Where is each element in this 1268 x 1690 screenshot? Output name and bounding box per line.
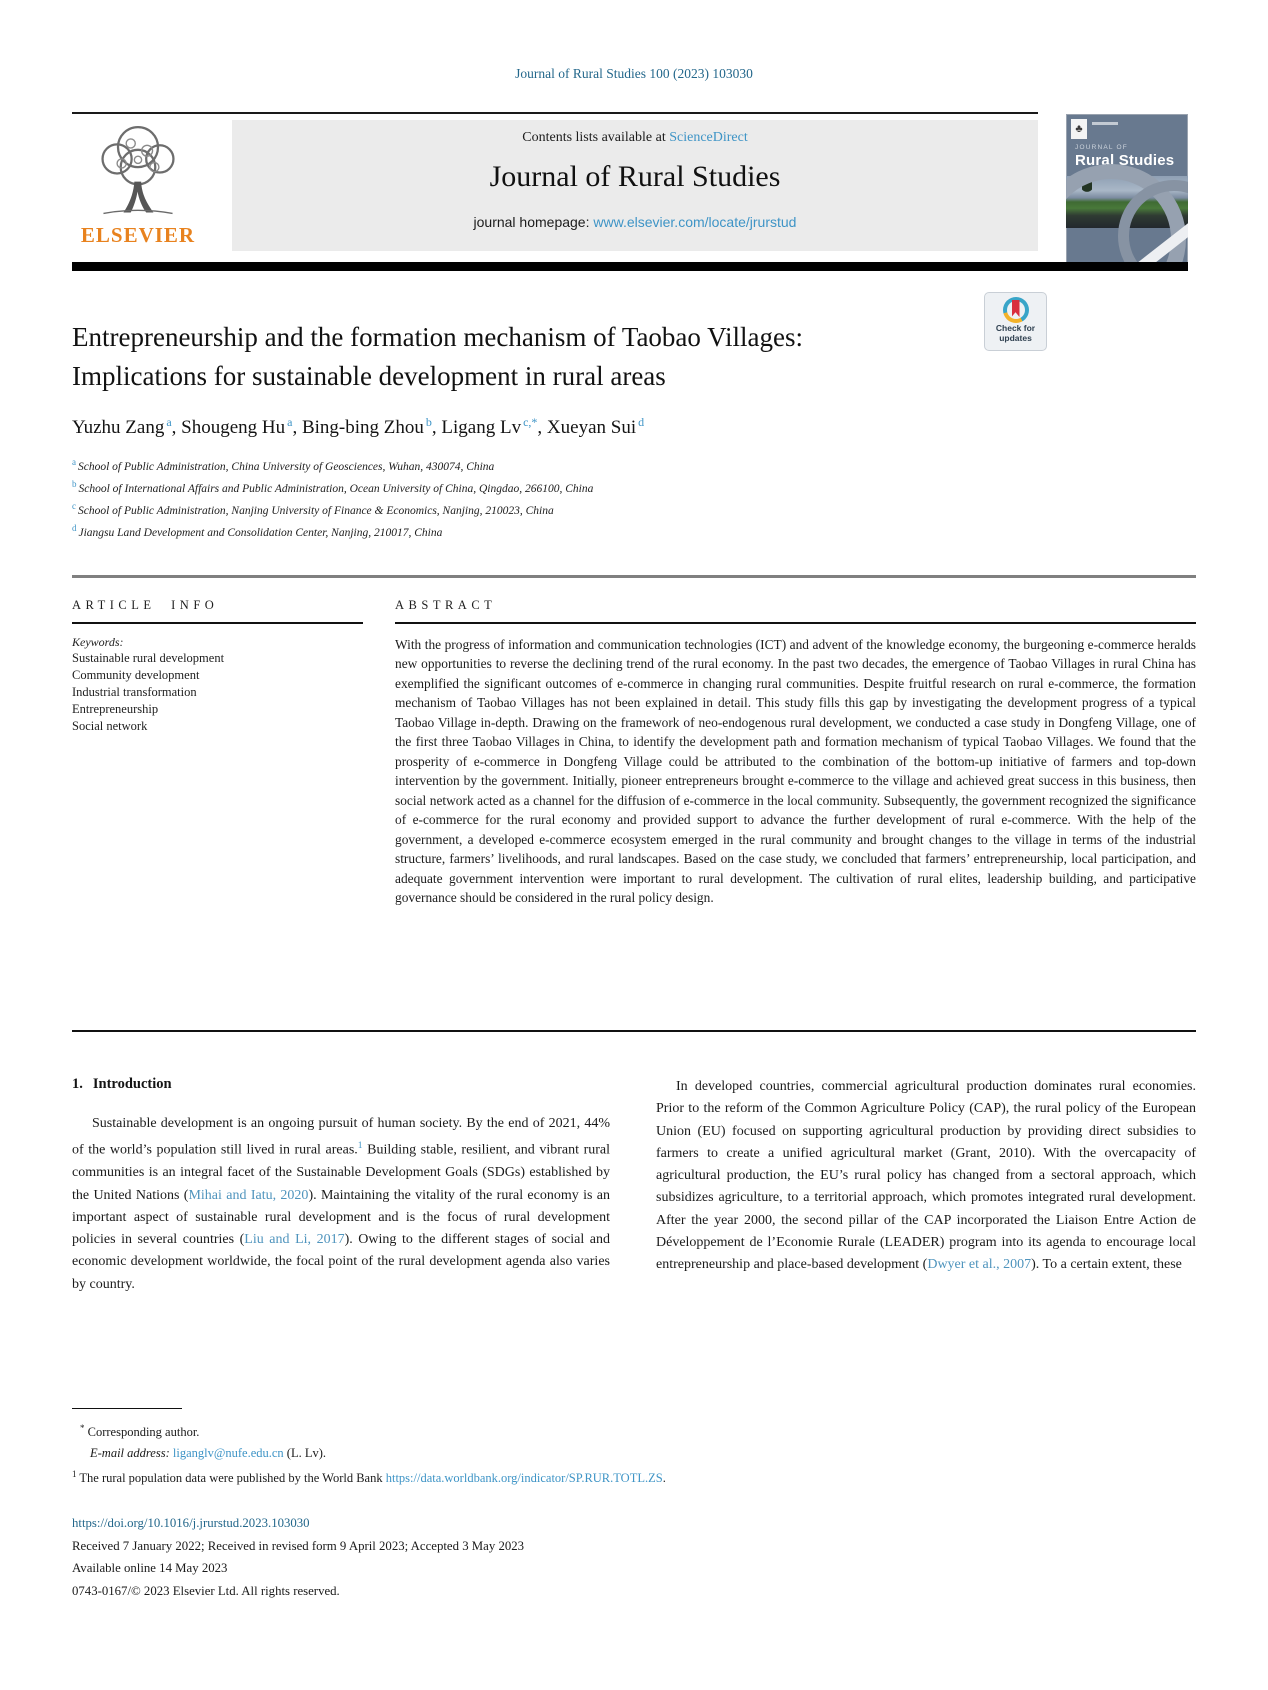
email-note — [72, 1443, 872, 1464]
check-for-updates-label-line1: Check for — [995, 323, 1036, 333]
abstract-bottom-rule — [72, 1030, 1196, 1032]
introduction-heading — [72, 1076, 610, 1093]
author-name: Bing-bing Zhou — [301, 417, 424, 439]
keyword: Industrial transformation — [72, 684, 197, 699]
email-link[interactable]: liganglv@nufe.edu.cn — [172, 1446, 284, 1461]
email-label: E-mail address: — [90, 1446, 173, 1461]
journal-banner — [232, 120, 1038, 251]
paragraph-text: ). Maintaining the vitality of the rural economy is an important aspect of sustainable rural development and is the focus of rural development policies in several countries ( — [72, 1187, 610, 1248]
affiliation-text: School of Public Administration, Nanjing University of Finance & Economics, Nanjing, 210023, China — [78, 504, 554, 517]
cover-decoration — [1092, 122, 1118, 125]
masthead — [72, 118, 1196, 268]
introduction-section — [72, 1076, 1196, 1376]
affiliation-list — [72, 454, 1196, 541]
author-affiliation-mark: c,* — [523, 415, 538, 429]
article-info-rule — [72, 622, 363, 624]
homepage-link[interactable]: www.elsevier.com/locate/jrurstud — [593, 214, 797, 230]
abstract-column — [395, 598, 1196, 908]
paragraph-text: ). To a certain extent, these — [1031, 1257, 1182, 1273]
check-for-updates-badge[interactable] — [984, 292, 1047, 351]
title-block — [72, 318, 1196, 542]
affiliation — [72, 520, 1196, 542]
masthead-top-rule — [72, 112, 1038, 114]
author-affiliation-mark: a — [166, 415, 172, 429]
footnote-block — [72, 1408, 872, 1489]
info-abstract-section — [72, 598, 1196, 1018]
article-title-line1: Entrepreneurship and the formation mechanism of Taobao Villages: — [72, 322, 804, 352]
elsevier-tree-icon — [82, 118, 194, 218]
author-affiliation-mark: a — [287, 415, 293, 429]
author — [547, 417, 644, 438]
homepage-label: journal homepage: — [473, 214, 594, 230]
homepage-line — [232, 214, 1038, 230]
footnote-1-text: The rural population data were published by the World Bank — [76, 1471, 386, 1486]
author-affiliation-mark: b — [425, 415, 432, 429]
doi-link[interactable]: https://doi.org/10.1016/j.jrurstud.2023.103030 — [72, 1516, 310, 1530]
citation-link-mihai-iatu-2020[interactable]: Mihai and Iatu, 2020 — [188, 1187, 309, 1203]
paragraph-text: Sustainable development is an ongoing pursuit of human society. By the end of 2021, 44% of the world’s population still lived in rural areas. — [72, 1116, 610, 1158]
footnote-1-end: . — [662, 1471, 666, 1486]
contents-line — [232, 130, 1038, 146]
affiliation-text: Jiangsu Land Development and Consolidation Center, Nanjing, 210017, China — [78, 526, 443, 539]
elsevier-logo — [72, 118, 204, 248]
introduction-heading-text: Introduction — [92, 1076, 172, 1092]
citation-link-dwyer-2007[interactable]: Dwyer et al., 2007 — [927, 1257, 1032, 1273]
paragraph-text: Building stable, resilient, and vibrant rural communities is an integral facet of the Sustainable Development Goals (SDGs) established by the United Nations ( — [72, 1142, 611, 1203]
affiliation — [72, 498, 1196, 520]
introduction-heading-number: 1. — [72, 1076, 83, 1092]
author-separator: , — [537, 417, 547, 439]
affiliation-mark: c — [72, 500, 76, 511]
author-name: Yuzhu Zang — [72, 417, 165, 439]
introduction-paragraph-2 — [656, 1076, 1196, 1277]
check-for-updates-icon — [1003, 297, 1029, 323]
author — [72, 417, 181, 438]
citation-link-liu-li-2017[interactable]: Liu and Li, 2017 — [244, 1232, 345, 1248]
contents-text: Contents lists available at — [522, 130, 670, 145]
affiliation — [72, 454, 1196, 476]
author-name: Ligang Lv — [441, 417, 522, 439]
corresponding-author-text: Corresponding author. — [84, 1425, 200, 1440]
author — [441, 417, 547, 438]
keywords-label: Keywords: — [72, 634, 124, 649]
publication-info-block — [72, 1512, 972, 1602]
article-info-heading: ARTICLE INFO — [72, 598, 219, 612]
abstract-heading: ABSTRACT — [395, 598, 497, 612]
right-column — [656, 1076, 1196, 1277]
journal-cover-thumbnail[interactable] — [1066, 114, 1188, 266]
affiliation-mark: d — [72, 522, 77, 533]
paragraph-text: ). Owing to the different stages of social and economic development worldwide, the focal point of the rural development agenda also varies by country. — [72, 1232, 610, 1292]
article-title — [72, 318, 972, 396]
cover-title: Rural Studies — [1075, 152, 1175, 169]
author-separator: , — [292, 417, 302, 439]
cover-kicker: JOURNAL OF — [1075, 144, 1128, 151]
keyword: Entrepreneurship — [72, 701, 159, 716]
author — [302, 417, 441, 438]
received-dates: Received 7 January 2022; Received in revised form 9 April 2023; Accepted 3 May 2023 — [72, 1538, 525, 1553]
paragraph-text: In developed countries, commercial agricultural production dominates rural economies. Prior to the reform of the Common Agriculture Policy (CAP), the rural policy of the European Union (EU) focused on supporting agricultural production by providing direct subsidies to farmers to create a unified agricultural market (Grant, 2010). With the overcapacity of agricultural production, the EU’s rural policy has changed from a sectoral approach, which subsidizes agriculture, to a territorial approach, which promotes integrated rural development. After the year 2000, the second pillar of the CAP incorporated the Liaison Entre Action de Développement de l’Economie Rurale (LEADER) program into its agenda to encourage local entrepreneurship and place-based development ( — [656, 1079, 1196, 1273]
footnote-rule — [72, 1408, 182, 1409]
article-info-column — [72, 598, 363, 735]
cover-elsevier-mini-logo: ♣ — [1071, 119, 1087, 139]
copyright-line: 0743-0167/© 2023 Elsevier Ltd. All rights reserved. — [72, 1583, 340, 1598]
running-head-citation: Journal of Rural Studies 100 (2023) 103030 — [515, 66, 753, 81]
section-divider-rule — [72, 575, 1196, 578]
check-for-updates-label — [985, 324, 1046, 343]
author-name: Shougeng Hu — [181, 417, 286, 439]
keyword: Social network — [72, 718, 148, 733]
affiliation-mark: a — [72, 457, 76, 468]
left-column — [72, 1076, 610, 1296]
abstract-rule — [395, 622, 1196, 624]
author-separator: , — [431, 417, 442, 439]
article-title-line2: Implications for sustainable development in rural areas — [72, 361, 666, 391]
keyword: Community development — [72, 667, 200, 682]
check-for-updates-label-line2: updates — [999, 332, 1032, 343]
masthead-divider-bar — [72, 262, 1188, 271]
author-separator: , — [171, 417, 182, 439]
introduction-paragraph-1 — [72, 1113, 610, 1296]
author-affiliation-mark: d — [638, 415, 645, 429]
available-online: Available online 14 May 2023 — [72, 1561, 228, 1575]
author — [181, 417, 302, 438]
affiliation-text: School of International Affairs and Public Administration, Ocean University of China, Qingdao, 266100, China — [78, 482, 594, 495]
abstract-text: With the progress of information and communication technologies (ICT) and advent of the knowledge economy, the burgeoning e-commerce heralds new opportunities to reverse the declining trend of the rural economy. In the past two decades, the emergence of Taobao Villages in rural China has exemplified the significant outcomes of e-commerce in changing rural communities. Despite fruitful research on rural e-commerce, the formation mechanism of Taobao Villages has not been explained in detail. This study fills this gap by investigating the development progress of a typical Taobao Village in-depth. Drawing on the framework of neo-endogenous rural development, we conducted a case study in Dongfeng Village, one of the first three Taobao Villages in China, to identify the development path and formation mechanism of typical Taobao Villages. We found that the prosperity of e-commerce in Dongfeng Village could be attributed to the combination of the bottom-up initiative of farmers and top-down intervention by the government. Initially, pioneer entrepreneurs brought e-commerce to the village and achieved great success in this business, then social network acted as a channel for the diffusion of e-commerce in the local community. Subsequently, the government recognized the significance of e-commerce for the rural economy and provided support to advance the further development of rural e-commerce. With the help of the government, a developed e-commerce ecosystem emerged in the rural community and brought changes to the village in terms of the industrial structure, farmers’ livelihoods, and rural landscapes. Based on the case study, we concluded that farmers’ entrepreneurship, local participation, and adequate government intervention were important to rural development. The cultivation of rural elites, leadership building, and participative governance should be considered in the rural policy design. — [395, 636, 1196, 905]
sciencedirect-link[interactable]: ScienceDirect — [669, 130, 748, 145]
corresponding-author-note — [72, 1418, 872, 1443]
footnote-1-link[interactable]: 1 — [357, 1141, 363, 1152]
footnote-1 — [72, 1464, 872, 1489]
journal-title: Journal of Rural Studies — [489, 160, 781, 193]
elsevier-wordmark: ELSEVIER — [80, 223, 196, 247]
email-suffix: (L. Lv). — [283, 1446, 327, 1461]
affiliation — [72, 476, 1196, 498]
author-list — [72, 415, 1196, 439]
footnote-1-mark: 1 — [72, 1469, 77, 1480]
asterisk-mark: * — [80, 1423, 85, 1433]
keyword: Sustainable rural development — [72, 650, 225, 665]
affiliation-mark: b — [72, 479, 77, 490]
worldbank-link[interactable]: https://data.worldbank.org/indicator/SP.RUR.TOTL.ZS — [385, 1471, 663, 1486]
affiliation-text: School of Public Administration, China University of Geosciences, Wuhan, 430074, China — [78, 461, 495, 474]
author-name: Xueyan Sui — [546, 417, 637, 439]
